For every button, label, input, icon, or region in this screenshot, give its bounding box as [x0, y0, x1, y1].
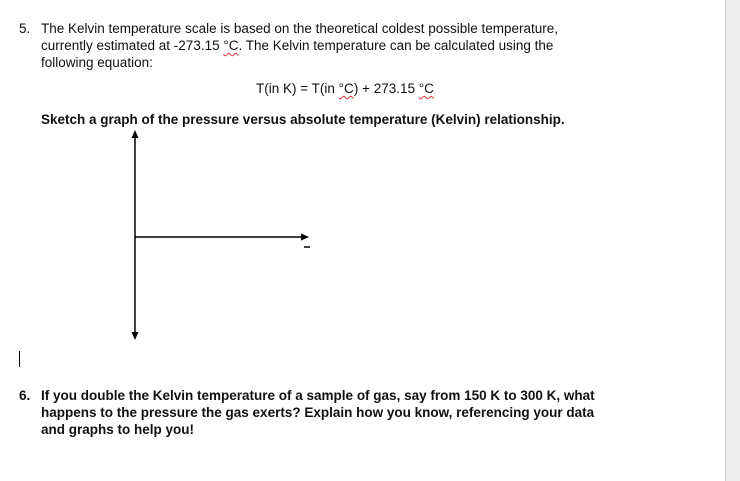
sketch-prompt: Sketch a graph of the pressure versus absolute temperature (Kelvin) relationship. [41, 112, 565, 127]
line2-part-b: . The Kelvin temperature can be calculated using the [238, 38, 554, 53]
vertical-axis [132, 130, 139, 340]
line2-part-a: currently estimated at -273.15 [41, 38, 224, 53]
text-cursor[interactable] [19, 351, 20, 367]
question-6-line-2: happens to the pressure the gas exerts? Explain how you know, referencing your data [41, 405, 595, 420]
question-6-number: 6. [19, 388, 31, 403]
question-5-number: 5. [19, 21, 31, 36]
up-arrowhead [132, 130, 139, 138]
horizontal-axis [135, 234, 309, 241]
question-5-line-1: The Kelvin temperature scale is based on the theoretical coldest possible temperature, [41, 21, 559, 36]
down-arrowhead [132, 332, 139, 340]
equation-celsius-unit-1: °C [338, 81, 354, 96]
question-6-line-3: and graphs to help you! [41, 422, 195, 437]
celsius-unit: °C [223, 38, 239, 53]
question-6-line-1: If you double the Kelvin temperature of a sample of gas, say from 150 K to 300 K, what [41, 388, 595, 403]
page-edge [725, 0, 740, 481]
equation-part-a: T(in K) = T(in [256, 81, 339, 96]
equation-part-b: ) + 273.15 [353, 81, 419, 96]
right-arrowhead [301, 234, 309, 241]
question-5-line-3: following equation: [41, 55, 153, 70]
equation-celsius-unit-2: °C [418, 81, 434, 96]
